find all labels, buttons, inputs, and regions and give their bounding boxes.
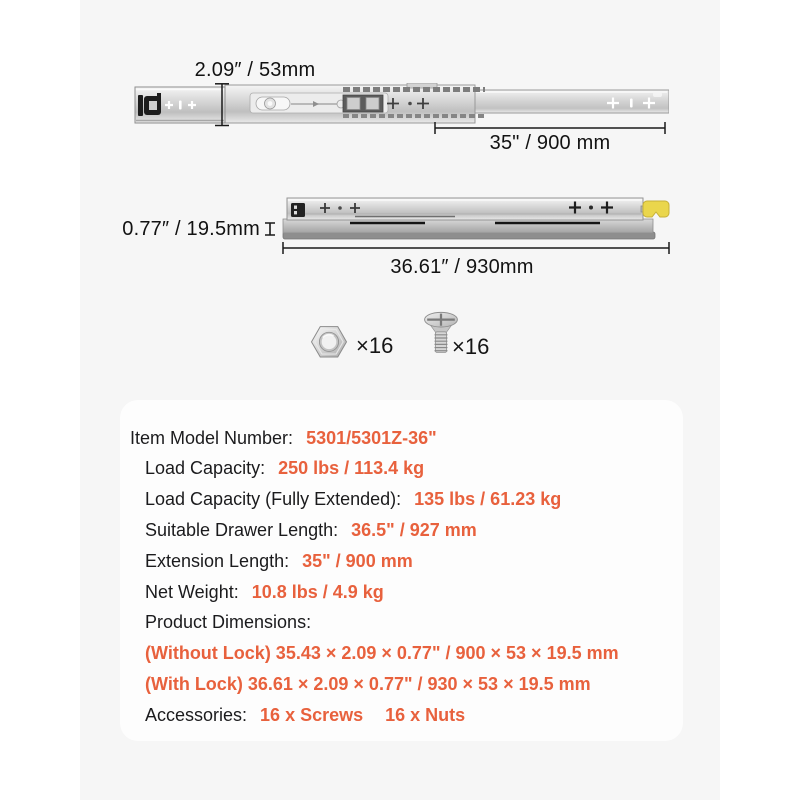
spec-label: Product Dimensions: <box>145 612 312 632</box>
spec-value: 16 x Screws <box>260 705 364 725</box>
spec-label: Suitable Drawer Length: <box>145 520 339 540</box>
spec-row-drawer-length <box>145 519 477 541</box>
spec-value: (Without Lock) 35.43 × 2.09 × 0.77" / 900 × 53 × 19.5 mm <box>145 643 619 663</box>
spec-label: Extension Length: <box>145 551 290 571</box>
hex-nut-icon <box>309 321 349 361</box>
lock-lever <box>643 201 669 217</box>
spec-value: (With Lock) 36.61 × 2.09 × 0.77" / 930 × 53 × 19.5 mm <box>145 674 591 694</box>
spec-row-product-dimensions <box>145 611 324 633</box>
spec-label: Net Weight: <box>145 582 239 602</box>
slide-extension-dimension-label: 35" / 900 mm <box>489 132 611 154</box>
spec-label: Load Capacity (Fully Extended): <box>145 489 402 509</box>
slide-thickness-dimension-label: 0.77″ / 19.5mm <box>122 218 260 240</box>
slide-length-dimension-label: 36.61″ / 930mm <box>390 256 534 278</box>
spec-row-accessories <box>145 704 465 726</box>
screw-count-label: ×16 <box>452 334 490 359</box>
nut-count-label: ×16 <box>356 333 394 358</box>
slide-width-dimension-label: 2.09″ / 53mm <box>194 59 316 81</box>
spec-value: 135 lbs / 61.23 kg <box>414 489 562 509</box>
spec-value: 5301/5301Z-36" <box>306 428 437 448</box>
spec-row-model <box>130 427 437 449</box>
spec-label: Accessories: <box>145 705 248 725</box>
spec-row-dimensions-with-lock <box>145 673 591 695</box>
spec-value: 10.8 lbs / 4.9 kg <box>251 582 384 602</box>
spec-card <box>120 400 683 741</box>
spec-value-2: 16 x Nuts <box>385 705 466 725</box>
spec-label: Item Model Number: <box>130 428 294 448</box>
drawer-slide-locked-illustration <box>255 190 675 254</box>
spec-row-load-capacity <box>145 457 424 479</box>
spec-value: 250 lbs / 113.4 kg <box>278 458 425 478</box>
spec-row-dimensions-without-lock <box>145 642 619 664</box>
spec-value: 35" / 900 mm <box>302 551 413 571</box>
spec-row-net-weight <box>145 581 384 603</box>
spec-row-load-capacity-extended <box>145 488 561 510</box>
spec-label: Load Capacity: <box>145 458 266 478</box>
spec-value: 36.5" / 927 mm <box>351 520 477 540</box>
drawer-slide-extended-illustration <box>129 83 669 135</box>
spec-row-extension-length <box>145 550 413 572</box>
